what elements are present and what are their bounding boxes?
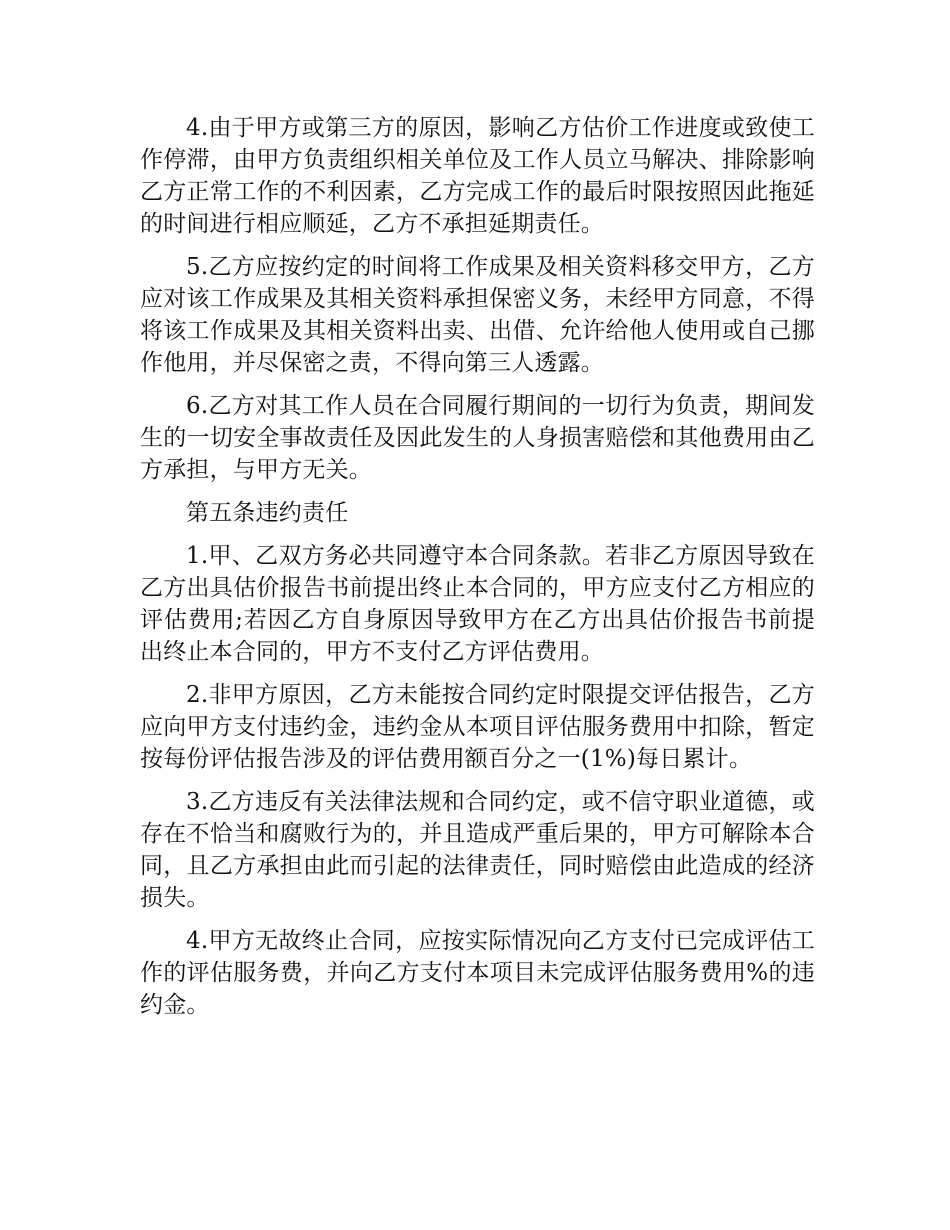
document-body — [140, 112, 815, 1032]
clause-6-liability-paragraph: 6.乙方对其工作人员在合同履行期间的一切行为负责，期间发生的一切安全事故责任及因此发生的人身损害赔偿和其他费用由乙方承担，与甲方无关。 — [140, 393, 815, 483]
breach-clause-4-paragraph: 4.甲方无故终止合同，应按实际情况向乙方支付已完成评估工作的评估服务费，并向乙方支付本项目未完成评估服务费用%的违约金。 — [140, 928, 815, 1018]
clause-4-delay-paragraph: 4.由于甲方或第三方的原因，影响乙方估价工作进度或致使工作停滞，由甲方负责组织相关单位及工作人员立马解决、排除影响乙方正常工作的不利因素，乙方完成工作的最后时限按照因此拖延的时间进行相应顺延，乙方不承担延期责任。 — [140, 115, 815, 237]
breach-clause-1-paragraph: 1.甲、乙双方务必共同遵守本合同条款。若非乙方原因导致在乙方出具估价报告书前提出终止本合同的，甲方应支付乙方相应的评估费用;若因乙方自身原因导致甲方在乙方出具估价报告书前提出终止本合同的，甲方不支付乙方评估费用。 — [140, 543, 815, 665]
breach-clause-2-paragraph: 2.非甲方原因，乙方未能按合同约定时限提交评估报告，乙方应向甲方支付违约金，违约金从本项目评估服务费用中扣除，暂定按每份评估报告涉及的评估费用额百分之一(1%)每日累计。 — [140, 682, 815, 772]
clause-5-confidentiality-paragraph: 5.乙方应按约定的时间将工作成果及相关资料移交甲方，乙方应对该工作成果及其相关资料承担保密义务，未经甲方同意，不得将该工作成果及其相关资料出卖、出借、允许给他人使用或自己挪作他用，并尽保密之责，不得向第三人透露。 — [140, 254, 815, 376]
breach-clause-3-paragraph: 3.乙方违反有关法律法规和合同约定，或不信守职业道德，或存在不恰当和腐败行为的，并且造成严重后果的，甲方可解除本合同，且乙方承担由此而引起的法律责任，同时赔偿由此造成的经济损失。 — [140, 789, 815, 911]
section-heading: 第五条违约责任 — [186, 500, 349, 526]
